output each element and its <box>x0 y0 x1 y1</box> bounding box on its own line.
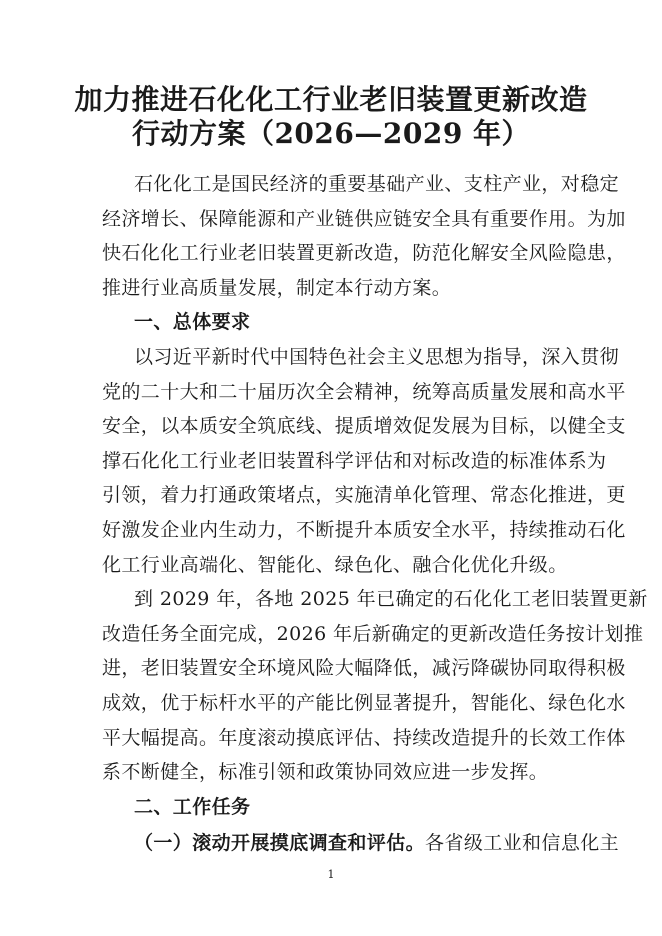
intro-line: 经济增长、保障能源和产业链供应链安全具有重要作用。为加 <box>102 208 626 230</box>
section1-para1-line: 安全，以本质安全筑底线、提质增效促发展为目标，以健全支 <box>102 415 626 437</box>
document-title-line-2: 行动方案（2026—2029 年） <box>131 117 531 150</box>
subsection-1-text: 各省级工业和信息化主 <box>425 832 620 854</box>
section1-para1-line: 化工行业高端化、智能化、绿色化、融合化优化升级。 <box>102 554 568 576</box>
document-title-line-1: 加力推进石化化工行业老旧装置更新改造 <box>74 83 588 116</box>
subsection-1-line <box>134 830 620 856</box>
section1-para2-line: 进，老旧装置安全环境风险大幅降低，减污降碳协同取得积极 <box>102 657 626 679</box>
section1-para1-line: 党的二十大和二十届历次全会精神，统筹高质量发展和高水平 <box>102 381 626 403</box>
section1-para2-line: 系不断健全，标准引领和政策协同效应进一步发挥。 <box>102 761 549 783</box>
section1-para1-line: 引领，着力打通政策堵点，实施清单化管理、常态化推进，更 <box>102 484 626 506</box>
section1-para2-line: 成效，优于标杆水平的产能比例显著提升，智能化、绿色化水 <box>102 692 626 714</box>
section1-para1-line: 撑石化化工行业老旧装置科学评估和对标改造的标准体系为 <box>102 450 607 472</box>
section1-para2-line: 平大幅提高。年度滚动摸底评估、持续改造提升的长效工作体 <box>102 727 626 749</box>
intro-line: 石化化工是国民经济的重要基础产业、支柱产业，对稳定 <box>134 173 620 195</box>
section-heading-2: 二、工作任务 <box>134 796 251 818</box>
page-number: 1 <box>327 868 335 881</box>
section1-para1-line: 以习近平新时代中国特色社会主义思想为指导，深入贯彻 <box>134 346 620 368</box>
intro-line: 快石化化工行业老旧装置更新改造，防范化解安全风险隐患， <box>102 242 626 264</box>
section1-para2-line: 改造任务全面完成，2026 年后新确定的更新改造任务按计划推 <box>102 623 644 645</box>
intro-line: 推进行业高质量发展，制定本行动方案。 <box>102 277 452 299</box>
section-heading-1: 一、总体要求 <box>134 311 251 333</box>
section1-para1-line: 好激发企业内生动力，不断提升本质安全水平，持续推动石化 <box>102 519 626 541</box>
subsection-1-title: （一）滚动开展摸底调查和评估。 <box>134 832 426 854</box>
section1-para2-line: 到 2029 年，各地 2025 年已确定的石化化工老旧装置更新 <box>134 588 648 610</box>
